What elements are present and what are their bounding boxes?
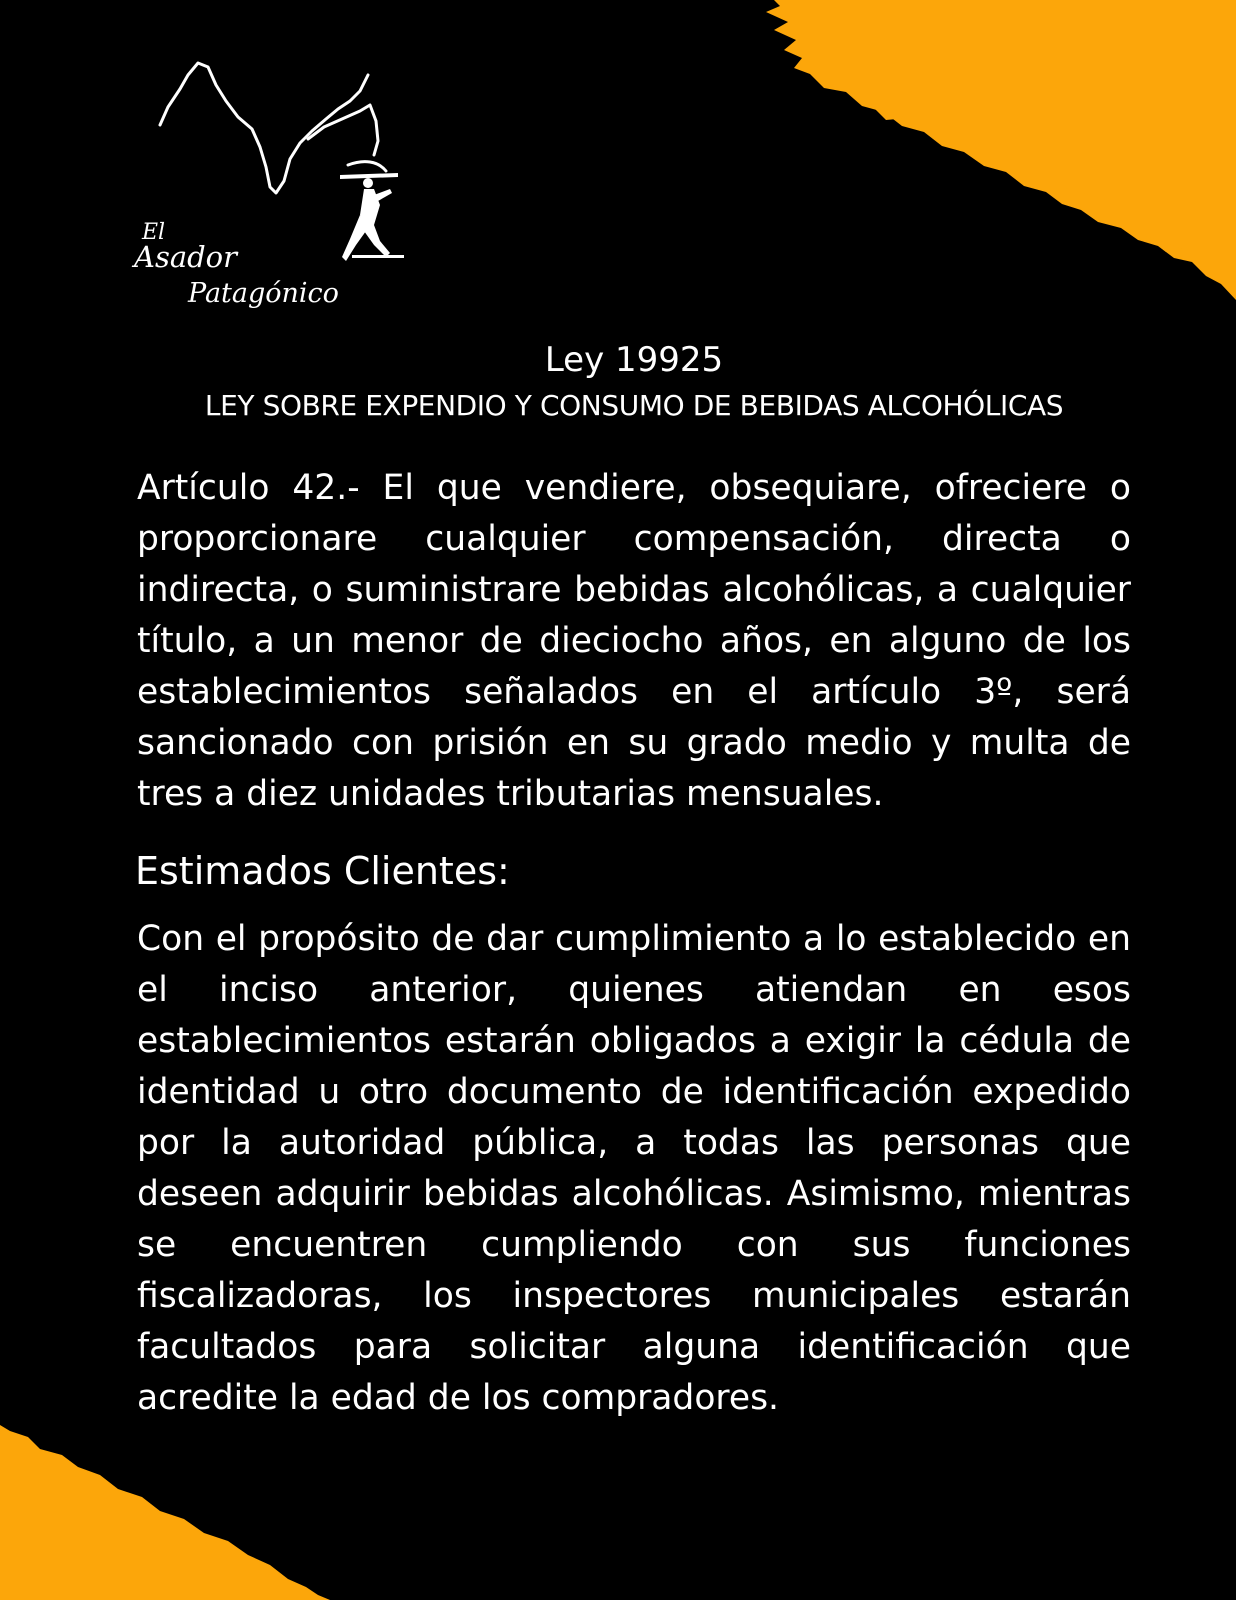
article-42-paragraph: Artículo 42.- El que vendiere, obsequiare, ofreciere o proporcionare cualquier compensación, directa o indirecta, o suministrare bebidas alcohólicas, a cualquier título, a un menor de dieciocho años, en alguno de los establecimientos señalados en el artículo 3º, será sancionado con prisión en su grado medio y multa de tres a diez unidades tributarias mensuales.: [137, 468, 1131, 814]
orange-brush-stroke-top: [766, 0, 1236, 300]
restaurant-logo: [128, 55, 428, 320]
notice-paragraph: Con el propósito de dar cumplimiento a lo establecido en el inciso anterior, quienes atiendan en esos establecimientos estarán obligados a exigir la cédula de identidad u otro documento de identificación expedido por la autoridad pública, a todas las personas que deseen adquirir bebidas alcohólicas. Asimismo, mientras se encuentren cumpliendo con sus funciones fiscalizadoras, los inspectores municipales estarán facultados para solicitar alguna identificación que acredite la edad de los compradores.: [137, 919, 1131, 1418]
orange-brush-stroke-bottom: [0, 1425, 330, 1600]
logo-text-patagonico: Patagónico: [188, 278, 339, 309]
logo-text-asador: Asador: [134, 240, 238, 274]
logo-text-el: El: [142, 220, 166, 245]
greeting-heading: Estimados Clientes:: [135, 849, 510, 893]
law-number-heading: Ley 19925: [544, 340, 724, 380]
law-title-heading: LEY SOBRE EXPENDIO Y CONSUMO DE BEBIDAS ALCOHÓLICAS: [204, 389, 1064, 422]
